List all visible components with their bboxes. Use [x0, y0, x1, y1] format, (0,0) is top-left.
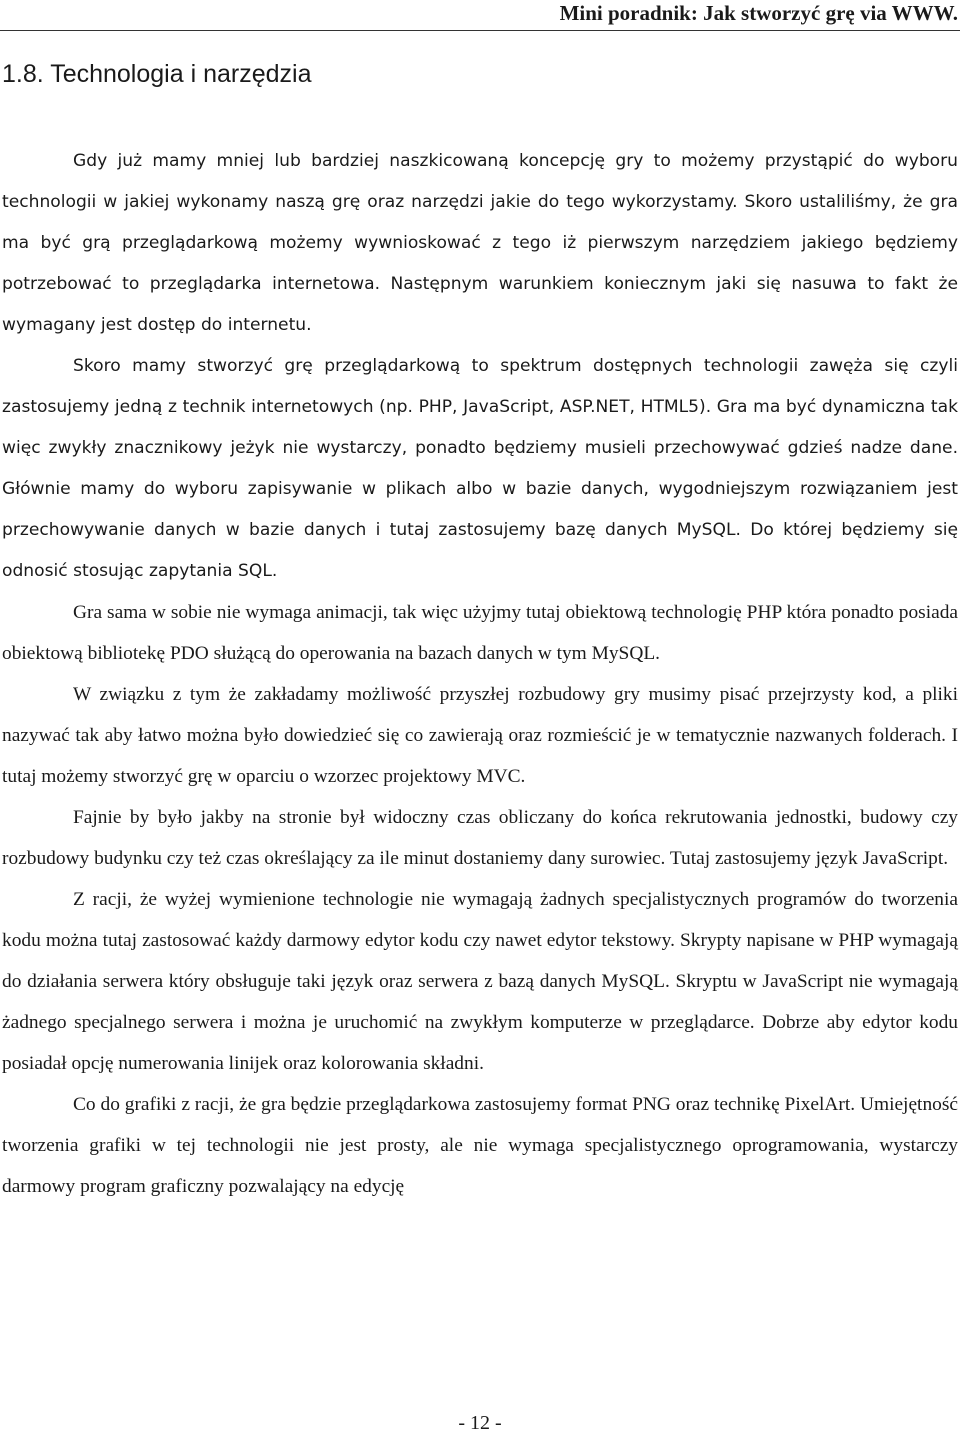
paragraph-mvc: W związku z tym że zakładamy możliwość przyszłej rozbudowy gry musimy pisać przejrzysty kod, a pliki nazywać tak aby łatwo można było dowiedzieć się co zawierają oraz rozmieścić je w tematycznie nazwanych folderach. I tutaj możemy stworzyć grę w oparciu o wzorzec projektowy MVC.: [2, 684, 958, 787]
running-title: Mini poradnik: Jak stworzyć grę via WWW.: [559, 1, 958, 25]
paragraph-graphics: Co do grafiki z racji, że gra będzie przeglądarkowa zastosujemy format PNG oraz technikę PixelArt. Umiejętność tworzenia grafiki w tej technologii nie jest prosty, ale nie wymaga specjalistycznego oprogramowania, wystarczy darmowy program graficzny pozwalający na edycję: [2, 1094, 958, 1197]
paragraph-javascript: Fajnie by było jakby na stronie był widoczny czas obliczany do końca rekrutowania jednostki, budowy czy rozbudowy budynku czy też czas określający za ile minut dostaniemy dany surowiec. Tutaj zastosujemy język JavaScript.: [2, 807, 958, 869]
paragraph-technology-intro: Gdy już mamy mniej lub bardziej naszkicowaną koncepcję gry to możemy przystąpić do wyboru technologii w jakiej wykonamy naszą grę oraz narzędzi jakie do tego wykorzystamy. Skoro ustaliliśmy, że gra ma być grą przeglądarkową możemy wywnioskować z tego iż pierwszym narzędziem jakiego będziemy potrzebować to przeglądarka internetowa. Następnym warunkiem koniecznym jaki się nasuwa to fakt że wymagany jest dostęp do internetu.: [2, 151, 958, 335]
page-number: - 12 -: [458, 1412, 502, 1434]
running-header: [0, 0, 960, 31]
paragraph-tools: Z racji, że wyżej wymienione technologie nie wymagają żadnych specjalistycznych programów do tworzenia kodu można tutaj zastosować każdy darmowy edytor kodu czy nawet edytor tekstowy. Skrypty napisane w PHP wymagają do działania serwera który obsługuje taki język oraz serwera z bazą danych MySQL. Skryptu w JavaScript nie wymagają żadnego specjalnego serwera i można je uruchomić na zwykłym komputerze w przeglądarce. Dobrze aby edytor kodu posiadał opcję numerowania linijek oraz kolorowania składni.: [2, 889, 958, 1074]
paragraph-php-pdo: Gra sama w sobie nie wymaga animacji, tak więc użyjmy tutaj obiektową technologię PHP która ponadto posiada obiektową bibliotekę PDO służącą do operowania na bazach danych w tym MySQL.: [2, 602, 958, 664]
paragraph-web-technologies: Skoro mamy stworzyć grę przeglądarkową to spektrum dostępnych technologii zawęża się czyli zastosujemy jedną z technik internetowych (np. PHP, JavaScript, ASP.NET, HTML5). Gra ma być dynamiczna tak więc zwykły znacznikowy jeżyk nie wystarczy, ponadto będziemy musieli przechowywać gdzieś nadze dane. Głównie mamy do wyboru zapisywanie w plikach albo w bazie danych, wygodniejszym rozwiązaniem jest przechowywanie danych w bazie danych i tutaj zastosujemy bazę danych MySQL. Do której będziemy się odnosić stosując zapytania SQL.: [2, 356, 958, 581]
body-text: [2, 141, 958, 1207]
section-heading: 1.8. Technologia i narzędzia: [2, 60, 312, 88]
